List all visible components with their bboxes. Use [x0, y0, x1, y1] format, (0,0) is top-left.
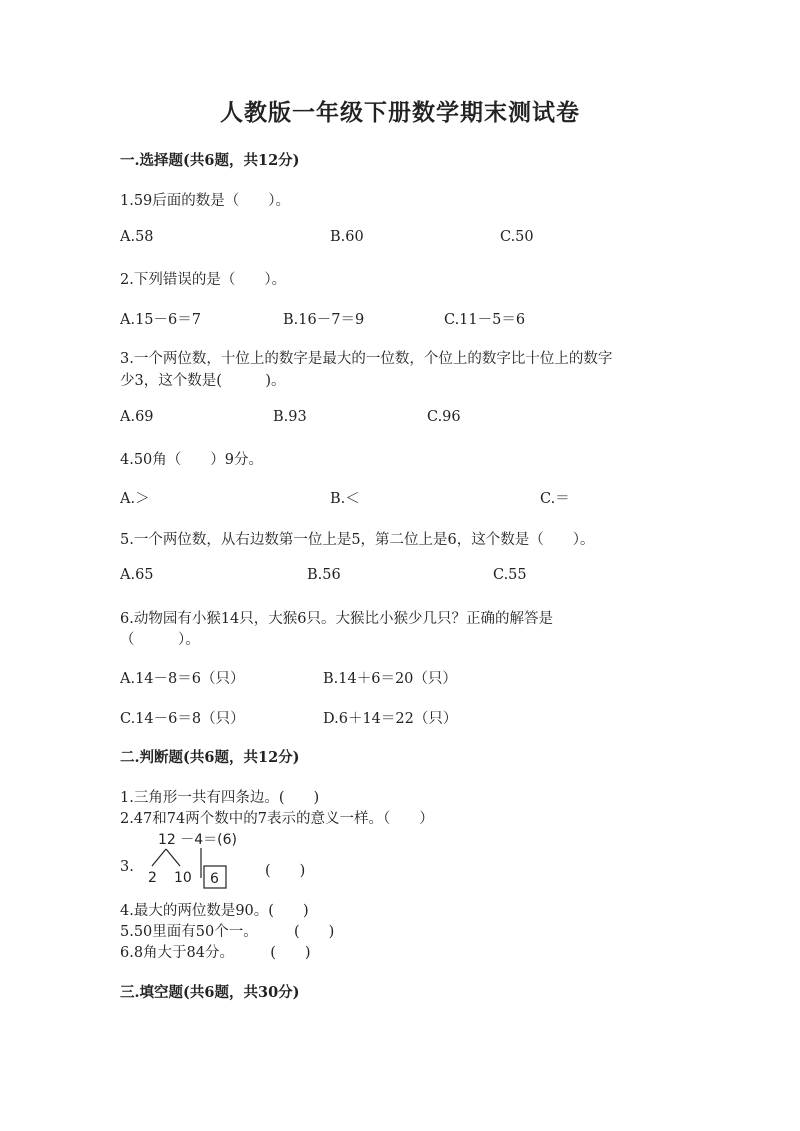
- option-1-1-c: C.50: [500, 229, 534, 245]
- section-heading-choice: 一.选择题(共6题，共12分): [120, 152, 300, 169]
- option-1-2-b: B.16－7＝9: [283, 312, 365, 328]
- option-1-2-c: C.11－5＝6: [444, 312, 526, 328]
- question-1-1: 1.59后面的数是（ ）。: [120, 193, 291, 209]
- option-1-6-a: A.14－8＝6（只）: [120, 671, 245, 687]
- figure-part-middle: 10: [174, 870, 192, 886]
- option-1-3-b: B.93: [273, 409, 307, 425]
- option-1-4-c: C.＝: [540, 491, 570, 507]
- option-1-1-a: A.58: [120, 229, 154, 245]
- option-1-3-c: C.96: [427, 409, 461, 425]
- judgement-item-4: 4.最大的两位数是90。( ): [120, 903, 309, 919]
- option-1-4-b: B.＜: [330, 491, 360, 507]
- question-1-6-line1: 6.动物园有小猴14只，大猴6只。大猴比小猴少几只？正确的解答是: [120, 611, 554, 627]
- question-1-3-line1: 3.一个两位数，十位上的数字是最大的一位数，个位上的数字比十位上的数字: [120, 351, 613, 367]
- page-title: 人教版一年级下册数学期末测试卷: [220, 99, 580, 126]
- judgement-item-3-blank: ( ): [265, 863, 306, 879]
- question-1-6-line2: （ ）。: [120, 632, 200, 648]
- section-heading-fill-blank: 三.填空题(共6题，共30分): [120, 984, 300, 1001]
- judgement-item-2: 2.47和74两个数中的7表示的意义一样。（ ）: [120, 811, 434, 827]
- judgement-item-3-number: 3.: [120, 859, 134, 875]
- figure-part-left: 2: [148, 870, 157, 886]
- judgement-item-5: 5.50里面有50个一。 ( ): [120, 924, 335, 940]
- option-1-5-b: B.56: [307, 567, 341, 583]
- question-1-3-line2: 少3，这个数是( )。: [120, 373, 286, 389]
- figure-equation: 12 －4＝(6): [158, 832, 238, 848]
- figure-boxed-number: 6: [210, 871, 219, 887]
- decomposition-figure: [148, 828, 238, 892]
- option-1-6-c: C.14－6＝8（只）: [120, 711, 245, 727]
- option-1-3-a: A.69: [120, 409, 154, 425]
- option-1-2-a: A.15－6＝7: [120, 312, 201, 328]
- judgement-item-6: 6.8角大于84分。 ( ): [120, 945, 311, 961]
- option-1-4-a: A.＞: [120, 491, 150, 507]
- option-1-5-c: C.55: [493, 567, 527, 583]
- option-1-1-b: B.60: [330, 229, 364, 245]
- question-1-2: 2.下列错误的是（ ）。: [120, 272, 287, 288]
- option-1-5-a: A.65: [120, 567, 154, 583]
- option-1-6-b: B.14＋6＝20（只）: [323, 671, 457, 687]
- section-heading-judgement: 二.判断题(共6题，共12分): [120, 749, 300, 766]
- option-1-6-d: D.6＋14＝22（只）: [323, 711, 458, 727]
- question-1-5: 5.一个两位数，从右边数第一位上是5，第二位上是6，这个数是（ ）。: [120, 532, 595, 548]
- question-1-4: 4.50角（ ）9分。: [120, 452, 264, 468]
- judgement-item-1: 1.三角形一共有四条边。( ): [120, 790, 320, 806]
